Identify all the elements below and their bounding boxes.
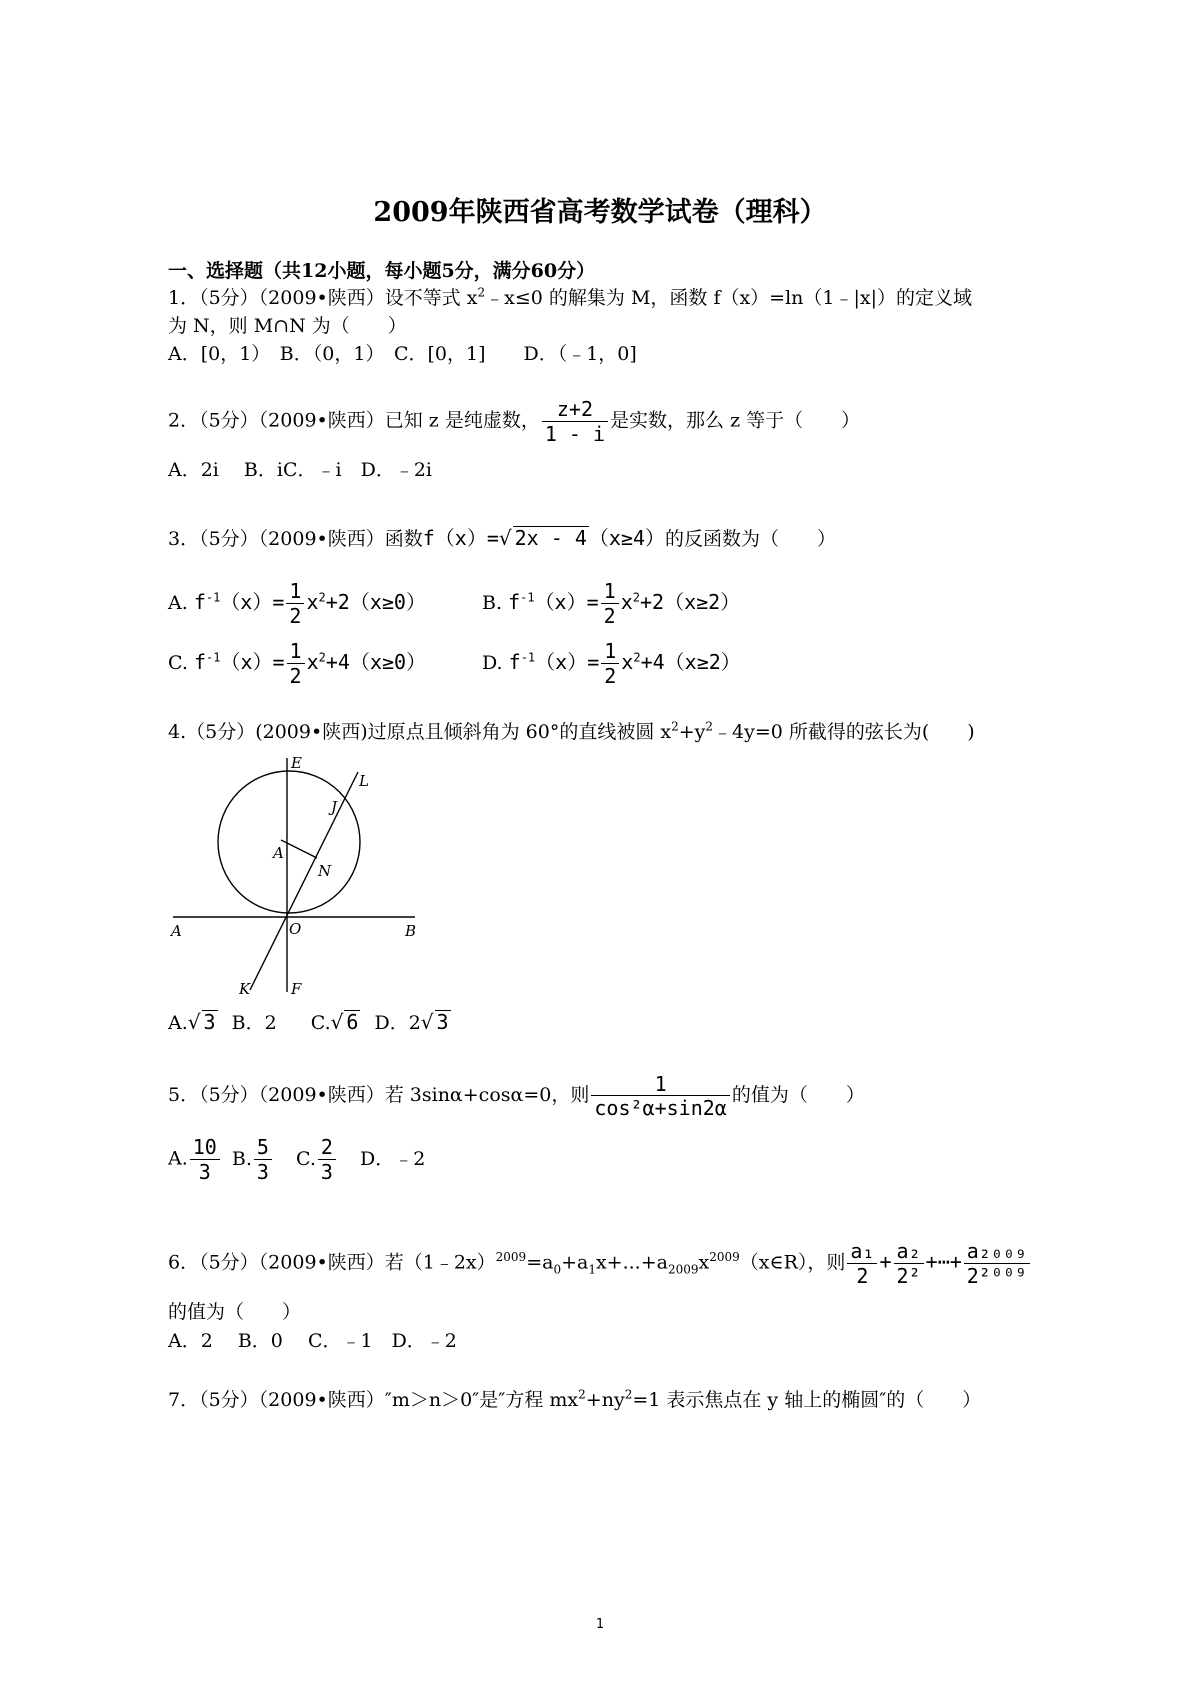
question-6: 6．（5分）（2009•陕西）若$(1﹣2x)^{2009}=a_0+a_1x+...+a_{2009}x^{2009}(x\in R)$，则 $\frac{\text{a₁}}{2}$ + $\frac{\text{a₂}}{\text{2²}}$ +⋯+ $\frac{\text{a₂₀₀₉}}{\text{2²⁰⁰⁹}}$ (168, 1240, 1032, 1287)
label-L: L (359, 772, 369, 790)
q2-prefix: 2．（5分）（2009•陕西）已知 z 是纯虚数， (168, 409, 540, 432)
figure-circle (218, 771, 360, 913)
label-E: E (291, 754, 302, 772)
q6-line2: 的值为（ ） (168, 1301, 302, 1323)
page-number: 1 (595, 1617, 605, 1632)
q5-fraction: $\frac{1}{\text{cos²α+sin2α}}$ (591, 1073, 729, 1119)
question-3 (168, 526, 836, 551)
q5-options: A. $\frac{10}{3}$ B. $\frac{5}{3}$ C. $\frac{2}{3}$ D．﹣2 (168, 1135, 426, 1184)
q3-option-a: A. $f^{-1}(x)=$ $\frac{1}{2}$ $x^2+2(x\ge 0)$ (168, 579, 426, 628)
label-F: F (291, 980, 302, 998)
q3-prefix: 3．（5分）（2009•陕西）函数 (168, 528, 423, 550)
q2-suffix: 是实数，那么 z 等于（ ） (610, 409, 861, 432)
page-title: 2009年陕西省高考数学试卷（理科） (373, 197, 827, 228)
label-O: O (289, 920, 302, 938)
question-1: 1．（5分）（2009•陕西）设不等式 $x^2﹣x\le 0$ 的解集为 M，函数 f（x）=ln（1﹣|x|）的定义域 (168, 285, 973, 309)
circle-line-figure (165, 750, 435, 1000)
label-A-axis: A (171, 922, 182, 940)
label-A-center: A (273, 844, 284, 862)
q1-prefix: 1．（5分）（2009•陕西）设不等式 x (168, 287, 478, 309)
q3-option-b: B. $f^{-1}(x)=$ $\frac{1}{2}$ $x^2+2(x\ge 2)$ (482, 579, 741, 628)
label-N: N (318, 862, 332, 880)
figure-line-kl (250, 772, 358, 990)
q2-options: A．2i B．iC．﹣i D．﹣2i (168, 459, 432, 481)
question-7: 7．（5分）（2009•陕西）″m＞n＞0″是″方程 $mx^2+ny^2=1$ 表示焦点在 y 轴上的椭圆″的（ ） (168, 1387, 982, 1411)
label-B: B (405, 922, 417, 940)
q6-options: A．2 B．0 C．﹣1 D．﹣2 (168, 1330, 457, 1352)
q1-line2: 为 N，则 M∩N 为（ ） (168, 315, 407, 337)
question-5: 5．（5分）（2009•陕西）若 3sinα+cosα=0，则 $\frac{1}{\text{cos²α+sin2α}}$ 的值为（ ） (168, 1072, 865, 1120)
label-J: J (331, 798, 338, 816)
question-2 (168, 398, 860, 445)
q3-option-d: D. $f^{-1}(x)=$ $\frac{1}{2}$ $x^2+4(x\ge 2)$ (482, 639, 741, 688)
question-4: 4.（5分）(2009•陕西)过原点且倾斜角为 60°的直线被圆 $x^2+y^2﹣4y=0$ 所截得的弦长为( ) (168, 719, 975, 743)
q3-option-c: C. $f^{-1}(x)=$ $\frac{1}{2}$ $x^2+4(x\ge 0)$ (168, 639, 427, 688)
q3-func: f（x）=√ 2x - 4 （x≥4） (422, 526, 665, 550)
label-K: K (239, 980, 251, 998)
q1-options: A．[0，1） B．（0，1） C．[0，1] D．（﹣1，0] (168, 343, 637, 365)
q3-suffix: 的反函数为（ ） (665, 528, 837, 550)
q2-fraction: $\frac{z+2}{1 - i}$ (542, 398, 608, 445)
q1-mid: ﹣x≤0 的解集为 M，函数 f（x）=ln（1﹣|x|）的定义域 (485, 287, 973, 309)
q4-options: A.√ 3 B．2 C.√ 6 D．2√ 3 (168, 1010, 449, 1034)
section-heading: 一、选择题（共12小题，每小题5分，满分60分） (168, 260, 596, 282)
